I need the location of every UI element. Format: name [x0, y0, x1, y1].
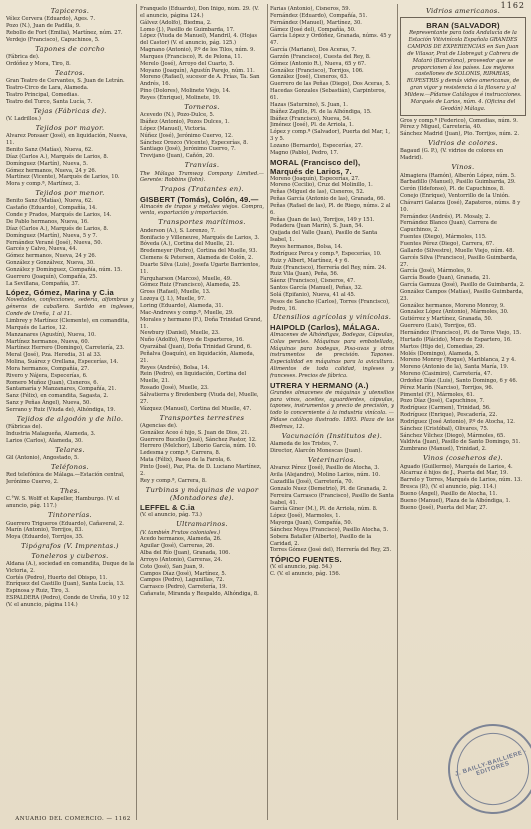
directory-entry: Bredemeyer (Pedro), Cortina del Muelle, 93. — [140, 248, 258, 255]
directory-entry: Rein (Pedro), en liquidación, Cortina del Muelle, 21. — [140, 371, 247, 385]
directory-entry: Carrasco (Pedro), Carretería, 19. — [140, 584, 228, 591]
directory-entry: Almagiera (Ramón), Alberón López, núm. 5. — [400, 172, 516, 179]
directory-entry: Garzón (Francisco), Cuesta del Rey, 8. — [270, 53, 371, 60]
directory-entry: Pérez y Miguel, Carretería, 40. — [400, 124, 482, 131]
directory-entry: Mayorga (Juan), Compañía, 50. — [270, 520, 353, 527]
directory-entry: Sanz (Félix), en comandita, Sagasta, 2. — [6, 393, 109, 400]
directory-entry: Podadera (Juan Marín), S. Juan, 54. — [270, 223, 364, 230]
section-heading: Ultramarinos. — [176, 520, 228, 529]
directory-entry: Magnano (Antonio), P.º de los Tilos, núm. 9. — [140, 47, 256, 54]
directory-entry: Sánchez (Cristóbal), Olivares, 75. — [400, 425, 489, 432]
entry-description: The Málaga Tramway Company Limited.—Gerente: Robbins (John). — [140, 170, 264, 184]
advertisement-box — [400, 17, 526, 115]
directory-entry: (Fábricas de). — [6, 424, 43, 431]
directory-entry: López (Manuel), Victoria. — [140, 125, 207, 132]
directory-entry: Espinosa y Ruiz, Tiro, 3. — [6, 588, 70, 595]
directory-entry: Teatro del Turco, Santa Lucía, 7. — [6, 98, 93, 105]
directory-entry: Enríquez del Castillo (Juan), Santa Lucía, 13. — [6, 581, 125, 588]
directory-entry: Vélez Cervera (Eduardo), Ages. 7. — [6, 16, 96, 23]
directory-entry: Lozano (Bernardo), Especerías, 27. — [270, 142, 363, 149]
directory-entry: Peñas (Rafael de las), Pl. de Riego, núms. 2 al 6. — [270, 202, 391, 216]
section-heading: Utensilios agrícolas y vinícolas. — [272, 313, 392, 322]
directory-entry: Anderson (A.), S. Lorenzo, 7. — [140, 227, 216, 234]
directory-entry: Aguilar (José), Carreras, 26. — [140, 543, 215, 550]
directory-entry: Moyano (Joaquín), Agustín Parejo, núm. 11. — [140, 67, 255, 74]
directory-entry: Ibáñez (Antonio), Pozos Dulces, 1. — [140, 119, 230, 126]
section-heading: Trapos (Tratantes en). — [160, 185, 244, 194]
directory-entry: Herrero (Melchor), Liborio García, núm. 10. — [140, 443, 257, 450]
directory-entry: Valdivia (Juan), Pasillo de Santo Domingo, 51. — [400, 439, 521, 446]
directory-entry: Sanz y Peñas Ángel), Nueva, 50. — [6, 400, 92, 407]
directory-entry: Garcés Silva (Francisco), Pasillo Guimbarda, 27. — [400, 254, 518, 268]
directory-entry: Gámez (José del), Compañía, 50. — [270, 26, 356, 33]
directory-entry: Gómez (Antonio R.), Nueva, 65 y 67. — [270, 60, 366, 67]
directory-entry: Mora hermanos, Compañía, 27. — [6, 365, 90, 372]
directory-entry: Santiago (José), Jerónimo Cuervo, 7. — [140, 146, 236, 153]
directory-entry: Jiménez (José), Pl. de Arriola, 1. — [270, 122, 354, 129]
directory-entry: Rebollo de Fort (Emilia), Martínez, núm. 27. — [6, 30, 123, 37]
section-heading: Transportes marítimos. — [158, 218, 246, 227]
column-rule — [267, 4, 268, 820]
directory-entry: Díaz (Carlos A.), Marqués de Larios, 8. — [6, 153, 109, 160]
directory-entry: La Sevillana, Compañía, 37. — [6, 280, 80, 287]
directory-entry: Ibáñez (Francisco), Nueva, 54. — [270, 115, 351, 122]
directory-entry: Aguado (Guillermo), Marqués de Larios, 4. — [400, 463, 513, 470]
directory-entry: Gonzalez López (Antonio), Mármoles, 30. — [400, 309, 509, 316]
directory-entry: Farías (Antonio), Cisneros, 59. — [270, 6, 351, 12]
directory-entry: Acevedo (N.), Pozo-Dulce, 5. — [140, 112, 215, 119]
section-heading: Tapiceros. — [50, 7, 90, 15]
directory-entry: Gutiérrez y Martínez, Granada, 50. — [400, 316, 493, 323]
directory-entry: Reyes hermanos, Bolsa, 14. — [270, 244, 343, 250]
directory-entry: Morales y hermano (F.), Doña Trinidad Grund, 11. — [140, 316, 263, 330]
directory-entry: García Gamuza (José), Pasillo de Guimbarda, 2. — [400, 282, 525, 289]
directory-entry: Reyes (Enrique), Molinete, 19. — [140, 94, 221, 101]
directory-entry: López y comp.ª (Salvador), Puerta del Mar, 1, 3 y 5. — [270, 129, 391, 143]
directory-entry: Franquelo (Eduardo), Don Iñigo, núm. 29. (V. el anuncio, página 124.) — [140, 6, 259, 19]
directory-entry: Serrano y Ruiz (Viuda de), Alhóndiga, 19. — [6, 406, 116, 413]
column-4 — [400, 6, 526, 816]
directory-entry: Meral (José), Pza. Heredia, 31 al 33. — [6, 352, 102, 359]
directory-entry: Hacedas Gonzales (Sebastián), Carpinteros, 61. — [270, 88, 386, 101]
column-rule — [136, 4, 137, 820]
directory-entry: Fernández Blanco (Juan), Carrera de Capuchinos, 2. — [400, 220, 497, 234]
section-heading: Tejidos por mayor. — [35, 123, 105, 132]
section-heading: Tintorerías. — [48, 511, 92, 520]
section-heading: Vidrios americanos. — [425, 7, 501, 15]
directory-entry: Sánchez Moya (Francisco), Pasillo Atocha, 5. — [270, 526, 389, 533]
directory-entry: Barbadillo (Manuel), Pasillo Guimbarda, 29. — [400, 179, 516, 186]
directory-entry: Peñas (Juan de las), Torrijos, 149 y 151. — [270, 216, 375, 223]
directory-entry: Sobera Bataller (Alberto), Pasillo de la Caridad, 2. — [270, 533, 372, 547]
directory-entry: García Giner (M.), Pl. de Arriola, núm. 8. — [270, 506, 378, 513]
directory-entry: Magno (Pablo), Pedro, 17. — [270, 149, 339, 156]
directory-entry: Fernández Verané (José), Nueva, 50. — [6, 239, 103, 246]
directory-entry: Clemens & Petersen, Alameda de Colón, 2. — [140, 255, 253, 262]
directory-entry: Ordóñez y Mora, Tiro, 8. — [6, 61, 71, 68]
directory-entry: Mata (Félix), Paseo de la Farola, 6. — [140, 457, 232, 464]
entry-description: Novedades, confecciones, sedería, alfombras y géneros de caballero. Surtido en ingleses, Conde de Ureña, 1 al 11. — [6, 297, 134, 318]
directory-entry: Guerrero Trigueros (Eduardo), Cañaveral, 2. — [6, 520, 124, 527]
directory-entry: (V. el anuncio, pág. 73.) — [140, 512, 202, 519]
directory-entry: González Aceo é hijo, S. Juan de Dios, 21. — [140, 429, 250, 436]
section-heading: Vinos (coseheros de). — [422, 454, 504, 463]
entry-description: (V. también Frutos coloniales.) — [140, 529, 221, 536]
directory-entry: Lomo (J.), Pasillo de Guimbarda, 17. — [140, 26, 235, 33]
directory-entry: Hernández (Francisco), Pl. de Toros Viejo, 15. — [400, 329, 521, 336]
featured-entry: UTRERA Y HERMANO (A.) — [270, 380, 369, 390]
directory-entry: Loring (Eduardo), Alameda, 31. — [140, 303, 224, 309]
directory-entry: Conejo (Enrique), Ventorrillo de la Unión. — [400, 193, 510, 200]
section-heading: Vacunación (Institutos de). — [281, 431, 383, 440]
directory-entry: Sálvatierra y Bredenberg (Viuda de), Muelle, 27. — [140, 391, 259, 405]
directory-entry: Romero Muñoz (Juan), Cisneros, 6. — [6, 379, 99, 386]
directory-entry: Pino (Dolores), Molinete Viejo, 14. — [140, 88, 231, 95]
directory-entry: Peñalva (Joaquín), en liquidación, Alameda, 21. — [140, 350, 255, 364]
directory-entry: Alvarez Ponsaer (José), en liquidación, Nueva, 11. — [6, 133, 128, 147]
directory-entry: Industria Malagueña, Alameda, 3. — [6, 431, 96, 438]
entry-description: Grandes almacenes de máquinas y utensilios para vinos, aceites, aguardientes, cápsulas, tapones, instrumentos y precio de precisión, y todo lo concerniente á la industria vinícola. —Pídase catálogo ilustrado. 1893. Plaza de las Biedmas, 12. — [270, 389, 394, 430]
section-heading: Torneros. — [184, 102, 220, 111]
directory-entry: García Boado (Juan), Granada, 21. — [400, 275, 491, 282]
directory-entry: Merelo (José), Arroyo del Cuarto, 5. — [140, 60, 235, 67]
directory-entry: Coto (José), San Juan, 9. — [140, 563, 204, 570]
directory-entry: Director, Alarcón Monescas (Juan). — [270, 448, 363, 455]
directory-entry: Rey y comp.ª, Carrera, 8. — [140, 477, 207, 484]
directory-entry: Molina, Suárez y Orellana, Especerías, 14. — [6, 359, 119, 366]
section-heading: Vinos. — [451, 163, 475, 172]
featured-entry: TÓPICO FUENTES. — [270, 555, 342, 565]
section-heading: Transportes terrestres — [159, 413, 245, 422]
directory-entry: Quijada del Valle (Juan), Pasillo de Santa Isabel, 1. — [270, 230, 378, 244]
directory-entry: Domínguez (Martín), Nueva, 5. — [6, 160, 88, 167]
directory-entry: C. (V. el anuncio, pág. 156. — [270, 571, 341, 578]
directory-entry: Gross (Rafael), Muelle, 13. — [140, 289, 211, 296]
featured-entry: GISBERT (Tomás), Colón, 49.— — [140, 194, 259, 204]
directory-entry: Martínez Herrero (Domingo), Carretería, 23. — [6, 345, 125, 352]
directory-entry: García López y Ordóñez, Granada, núms. 45 y 47. — [270, 33, 392, 47]
section-heading: Veterinarios. — [308, 455, 356, 464]
directory-entry: López (Viuda de Manuel), Mandril, 4. (Hojas del Castor) (V. el anuncio, pág. 125.) — [140, 33, 258, 47]
directory-entry: Duarte Silva (Luis), Josefa Ugarte Barrientos, 11. — [140, 261, 260, 275]
directory-entry: Red telefónica de Málaga.—Estación central, Jerónimo Cuervo, 2. — [6, 472, 125, 486]
section-heading: Teatros. — [54, 68, 86, 77]
directory-entry: Bueno (José), Puerta del Mar, 27. — [400, 504, 488, 511]
entry-description: Almacén de trapos y metales viejos. Compra, venta, exportación y importación. — [140, 203, 264, 217]
directory-entry: González Campos (Matías), Pasillo Guimbarda, 23. — [400, 288, 524, 302]
directory-entry: Martos (Hijo de), Comedias, 29. — [400, 343, 485, 350]
section-heading: Tejidos de algodón y de hilo. — [16, 414, 124, 423]
directory-entry: Sánchez Orozco (Vicente), Especerías, 8. — [140, 139, 249, 146]
directory-entry: Cortés (Pedro), Huerto del Obispo, 11. — [6, 574, 108, 581]
directory-entry: Moreno (Cecilio), Cruz del Molinillo, 1. — [270, 182, 373, 189]
directory-entry: Limbrey y Martínez (Clemente), en comandita, Marqués de Larios, 12. — [6, 317, 130, 331]
section-heading: Vidrios de colores. — [428, 139, 498, 148]
directory-entry: Ruiz (Francisco), Herrería del Rey, núm. 24. — [270, 264, 387, 271]
directory-entry: Barrelo y Torres, Marqués de Larios, núm. 13. — [400, 477, 522, 484]
directory-entry: Torres Gómez (José del), Herrería del Rey, 25. — [270, 547, 392, 554]
directory-entry: Ruiz y Albert, Martínez, 4 y 6. — [270, 257, 350, 264]
directory-entry: Teatro Principal, Comedias. — [6, 91, 79, 98]
section-heading: Tapones de corcho — [35, 44, 105, 53]
section-heading: Thes. — [59, 487, 81, 496]
section-heading: Turbinas y máquinas de vapor (Montadores de). — [145, 485, 259, 502]
directory-entry: Alvarez Pérez (José), Pasillo de Atocha, 3. — [270, 465, 380, 472]
directory-entry: Guerrero (Luis), Torrijos, 65. — [400, 323, 477, 330]
directory-entry: Garcés y Calvo, Nueva, 44. — [6, 246, 78, 253]
section-heading: Telares. — [55, 445, 85, 454]
directory-entry: Pesos de Sancho (Carlos), Torres (Francisco), Pedro, 16. — [270, 298, 390, 312]
directory-entry: Moreno (Joaquín), Especerías, 27. — [270, 175, 360, 182]
directory-entry: Guerrero de las Peñas (Diego), Dos Aceras, 5. — [270, 81, 391, 88]
directory-entry: Moreno (Antonio de la), Santa María, 19. — [400, 364, 509, 371]
directory-entry: Avila (Alejandro), Molino Larios, núm. 10. — [270, 472, 381, 479]
directory-entry: Moreno Monroy (Roque), Mariblanca, 2 y 4. — [400, 357, 516, 364]
directory-entry: Cañavate, Miranda y Respaldo, Alhóndiga, 8. — [140, 591, 259, 598]
page-number: 1162 — [500, 1, 525, 10]
section-heading: Tejas (Fábricas de). — [33, 106, 107, 115]
directory-entry: Nuño (Adolfo), Hoyo de Esparteros, 16. — [140, 337, 244, 344]
directory-entry: Fuentes Pérez (Diego), Carrera, 67. — [400, 241, 494, 247]
directory-entry: Bresca (P.), (V. el anuncio, pág. 114.) — [400, 484, 497, 491]
directory-entry: Rosado (José), Muelle, 23. — [140, 385, 209, 392]
directory-entry: Fuentes (Diego), Mármoles, 115. — [400, 234, 487, 241]
featured-entry: HAIPOLD (Carlos), MÁLAGA. — [270, 322, 380, 332]
directory-entry: Cerón (Ildefonso), Pl. de Capuchinos, 8. — [400, 186, 505, 193]
directory-entry: Gonzalo Nuez (Demetrio), Pl. de Granada, 2. — [270, 485, 388, 492]
directory-entry: Arroyo (Antonio), Carreras, 24. — [140, 556, 223, 563]
section-heading: Tejidos por menor. — [35, 189, 105, 198]
advertisement-body: Representante para toda Andalucía de la Estación Vitivinícola Española GRANDES CAMPOS DE EXPERIENCIAS en San Juan de Vilasar, Prat de Llobregat y Cabrera de Mataró (Barcelona), proveedor que se proporcionen á los países. Los mejores castellones de SOLONIS, RIPARIAS, RUPESTRIS y demás vides americanas, de gran vigor y resistencia á la filoxera y al Mildew.—Pídanse Catálogos é instrucciones. Marqués de Larios, núm. 4. (Oficina del Geodán) Málaga. — [404, 30, 522, 112]
directory-entry: Alba del Río (Juan), Granada, 106. — [140, 550, 231, 557]
featured-entry: LEFFEL & C.ia — [140, 503, 195, 513]
directory-entry: Rodríguez (Carmen), Trinidad, 56. — [400, 405, 491, 412]
directory-entry: Pinto (José), Paz, Pta. de D. Luciano Martínez, 2. — [140, 463, 262, 477]
directory-entry: Gálvez (Adolfo), Biedma, 2. — [140, 19, 212, 26]
directory-entry: Solá (Epifanio), Nueva, 41 al 45. — [270, 291, 356, 298]
directory-entry: Pérez Marín (Narciso), Torrijos, 96. — [400, 384, 494, 391]
directory-entry: Bueno (Manuel), Plaza de la Albóndiga, 1. — [400, 497, 511, 504]
directory-entry: Ferreira Carrasco (Francisco), Pasillo de Santa Isabel, 41. — [270, 492, 394, 506]
directory-entry: Sánchez Madrid (Juan), Pto. Torrijos, núm. 2. — [400, 131, 519, 138]
directory-entry: González y Gonzálvez, Nueva, 30. — [6, 260, 95, 267]
directory-entry: Ledesma y comp.ª, Carrera, 8. — [140, 450, 221, 457]
directory-entry: González hermanos, Moreno Monroy, 9. — [400, 302, 505, 309]
directory-entry: Chávarri Galarza (José), Zapateros, núms. 8 y 10. — [400, 199, 521, 213]
directory-entry: Oyarzábal (Juan), Doña Trinidad Grund, 6. — [140, 344, 252, 351]
directory-entry: Pozo Díaz (José), Capuchinos, 7. — [400, 398, 485, 405]
directory-entry: García (Mariano), Dos Aceras, 7. — [270, 47, 357, 54]
directory-entry: Rodríguez Perca y comp.ª, Especerías, 10. — [270, 250, 382, 257]
section-heading: Teléfonos. — [51, 462, 89, 471]
directory-entry: Ordoñez Díaz (Luis), Santo Domingo, 6 y 46. — [400, 377, 518, 384]
directory-entry: (Agencias de). — [140, 422, 178, 429]
directory-entry: Pozo (N.), Juan de Padilla, 9. — [6, 23, 81, 30]
directory-entry: Lozoya (J. I.), Muelle, 97. — [140, 296, 206, 303]
section-heading: Tranvías. — [184, 161, 220, 170]
directory-entry: Mac-Andrews y comp.ª, Muelle, 29. — [140, 309, 234, 316]
directory-entry: Manzanares (Agustín), Nueva, 10. — [6, 331, 96, 338]
directory-entry: Hazas (Saturnino), S. Juan, 1. — [270, 101, 348, 108]
directory-entry: Martínez (Vicente), Marqués de Larios, 10. — [6, 174, 120, 181]
column-rule — [397, 4, 398, 820]
directory-entry: Rodríguez (Enrique), Pescadería, 22. — [400, 412, 498, 419]
directory-entry: Campos (Pedro), Lagunillas, 72. — [140, 577, 225, 584]
directory-entry: Fernández (Andrés), Pl. Mosaly, 2. — [400, 213, 491, 220]
directory-entry: Campos Díaz (José), Martínez, 5. — [140, 570, 227, 577]
directory-entry: Conde y Prados, Marqués de Larios, 14. — [6, 212, 112, 219]
directory-entry: C.°W. S. Wolff et Kapeller, Hamburgo. (V. el anuncio, pág. 117.) — [6, 496, 120, 510]
directory-entry: González y Domínguez, Compañía, núm. 15. — [6, 266, 123, 273]
directory-entry: López (José), Marmoles, 1. — [270, 513, 341, 520]
directory-entry: Peñas (Miguel de las), Cisneros, 52. — [270, 189, 365, 196]
directory-entry: Cazadilla (José), Carretería, 70. — [270, 479, 354, 485]
directory-entry: (V. el anuncio, pág. 54.) — [270, 564, 332, 571]
section-heading: Tipógrafos (V. Imprentas.) — [21, 542, 119, 551]
section-heading: Toneleros y cuberos. — [31, 551, 109, 560]
directory-entry: Newbury (Daniel), Muelle, 23. — [140, 330, 220, 337]
directory-entry: Bóveda (A.), Cortina del Muelle, 21. — [140, 241, 235, 248]
directory-entry: Gómez hermanos, Nueva, 24 y 26. — [6, 167, 97, 174]
directory-entry: Peñas García (Antonio de las), Granada, 66. — [270, 196, 386, 203]
directory-entry: Castaño (Eduardo), Compañía, 14. — [6, 205, 97, 212]
directory-entry: Acedo hermanos, Alameda, 26. — [140, 536, 222, 543]
directory-entry: Bueno (Ángel), Pasillo de Atocha, 11. — [400, 490, 498, 497]
directory-entry: Sánchez Vílchez (Diego), Mármoles, 65. — [400, 432, 505, 439]
directory-entry: Bonifacio y Villeneuve, Marqués de Larios, 3. — [140, 234, 260, 241]
directory-entry: Moya (Eduardo), Torrijos, 35. — [6, 534, 84, 541]
directory-entry: Hurtado (Plácido), Muro de Espartero, 16. — [400, 336, 512, 343]
directory-entry: Molés (Domingo), Alameda, 5. — [400, 350, 480, 357]
directory-entry: Pimentel (F.), Mármoles, 61. — [400, 391, 475, 398]
directory-entry: De Pablo hermanos, Nueva, 16. — [6, 219, 89, 225]
directory-entry: Benito Sanz (Matías), Nueva, 62. — [6, 198, 93, 205]
directory-entry: Martínez hermanos, Nueva, 60. — [6, 338, 90, 345]
directory-entry: Bagaud (G. P.), (V. vidrios de colores en Madrid). — [400, 148, 504, 162]
directory-entry: Guerrero Bucello (José), Sánchez Pastor, 12. — [140, 436, 257, 443]
directory-entry: Gallardo (Silvestre), Muelle Viejo, núm. 48. — [400, 247, 515, 254]
featured-entry: López, Gómez, Marina y C.ia — [6, 288, 114, 298]
advertisement-title: BRAN (SALVADOR) — [426, 21, 500, 31]
directory-entry: Gil (Antonio), Angostado, 5. — [6, 455, 79, 462]
column-3 — [270, 6, 394, 816]
directory-entry: Rodríguez (José Antonio), P.º de Atocha, 12. — [400, 418, 515, 425]
directory-entry: Fernández (Manuel), Martínez, 30. — [270, 19, 362, 26]
directory-entry: Domínguez (Martín), Nueva, 5 y 7. — [6, 232, 98, 239]
directory-entry: García (José), Mármoles, 9. — [400, 268, 472, 275]
directory-entry: Verdejo (Francisco), Capuchinos, 5. — [6, 36, 100, 43]
directory-entry: Guerrero (Joaquín), Compañía, 25. — [6, 273, 98, 280]
directory-entry: Marín (Antonio), Torrijos, 83. — [6, 527, 84, 534]
directory-entry: Teatro-Circo de Lara, Alameda. — [6, 85, 89, 92]
directory-entry: Reyes (Andrés), Bolsa, 14. — [140, 364, 210, 371]
directory-entry: Santamaría y Manzanares, Compañía, 21. — [6, 386, 117, 393]
page-footer: ANUARIO DEL COMERCIO. — 1162 — [15, 816, 131, 822]
directory-entry: Ruiz Vila (Juan), Peña, 56. — [270, 271, 339, 278]
directory-entry: Rivero y Nájera, Especerías, 6. — [6, 372, 88, 379]
column-1 — [6, 6, 134, 816]
directory-entry: Benito Sanz (Matías), Nueva, 62. — [6, 147, 93, 153]
directory-entry: Zumbrano (Manuel), Trinidad, 2. — [400, 446, 487, 453]
directory-entry: Aldana (A.), sociedad en comandita, Duque de la Victoria, 2. — [6, 560, 134, 574]
directory-entry: Sáenz (Francisco), Cisneros, 47. — [270, 278, 356, 285]
directory-entry: Vázquez (Manuel), Cortina del Muelle, 47. — [140, 405, 252, 412]
directory-entry: Ibáñez Zapillo, Pl. de la Alhóndiga, 15. — [270, 108, 372, 115]
directory-entry: Mora y comp.ª, Martínez, 3. — [6, 181, 80, 188]
column-2 — [140, 6, 264, 816]
directory-entry: González (Francisco), Torrijos, 106. — [270, 67, 364, 74]
directory-entry: Fernández (Eduardo), Compañía, 51. — [270, 12, 368, 19]
directory-entry: Trevijano (Juan), Cañón, 20. — [140, 153, 215, 160]
directory-entry: Larios (Carlos), Alameda, 30. — [6, 437, 83, 444]
directory-entry: Gómez Ruiz (Francisco), Alameda, 25. — [140, 282, 241, 289]
directory-entry: ESPALDERA (Pedro), Conde de Ureña, 10 y 12 (V. el anuncio, página 114.) — [6, 595, 129, 608]
directory-entry: Alameda de los Tristes, 7. — [270, 441, 339, 448]
directory-entry: Farquharson (Marcos), Muelle, 49. — [140, 275, 232, 282]
directory-entry: Moreno (Rafael), sucesor de A. Frías, Ta. San Andrés, 16. — [140, 74, 260, 88]
directory-entry: González (José), Cisneros, 63. — [270, 74, 349, 81]
featured-entry: MORAL (Francisco del), Marqués de Larios, 7. — [270, 157, 361, 176]
entry-description: Almacenes de Alhóndigas, Bodegas, Cápsulas, Colas perales. Máquinas para embotellado, Máquinas para bodegas, Pisa-uvas y otros instrumentos de precisión. Tapones. Especialidad en máquinas para la avicultura. Alimentos de toda calidad, ingleses y franceses. Precios de fábrica. — [270, 331, 394, 379]
directory-entry: Gran Teatro de Cervantes, S. Juan de Letrán. — [6, 78, 125, 85]
stamp-text: J. BAILLY-BAILLIERE · EDITORES — [454, 748, 528, 778]
directory-entry: Díaz (Carlos A.), Marqués de Larios, 8. — [6, 225, 109, 232]
directory-entry: (V. Ladrillos.) — [6, 116, 41, 123]
directory-entry: (Fábrica de). — [6, 54, 40, 61]
directory-entry: Moreno (Casimiro), Carretería, 47. — [400, 371, 493, 378]
directory-entry: Gros y comp.ª (Federico), Comedias, núm. 9. — [400, 117, 518, 124]
directory-entry: Gómez hermanos, Nueva, 24 y 26. — [6, 253, 97, 260]
directory-entry: Marques (Francisco), R. de Pelona, 11. — [140, 53, 243, 60]
directory-entry: Santos García (Manuel), Peñas, 32. — [270, 285, 363, 292]
directory-entry: Núñez (José), Jerónimo Cuervo, 12. — [140, 132, 233, 139]
directory-entry: Alcarraz é hijos de J., Puerta del Mar, 19. — [400, 470, 509, 477]
